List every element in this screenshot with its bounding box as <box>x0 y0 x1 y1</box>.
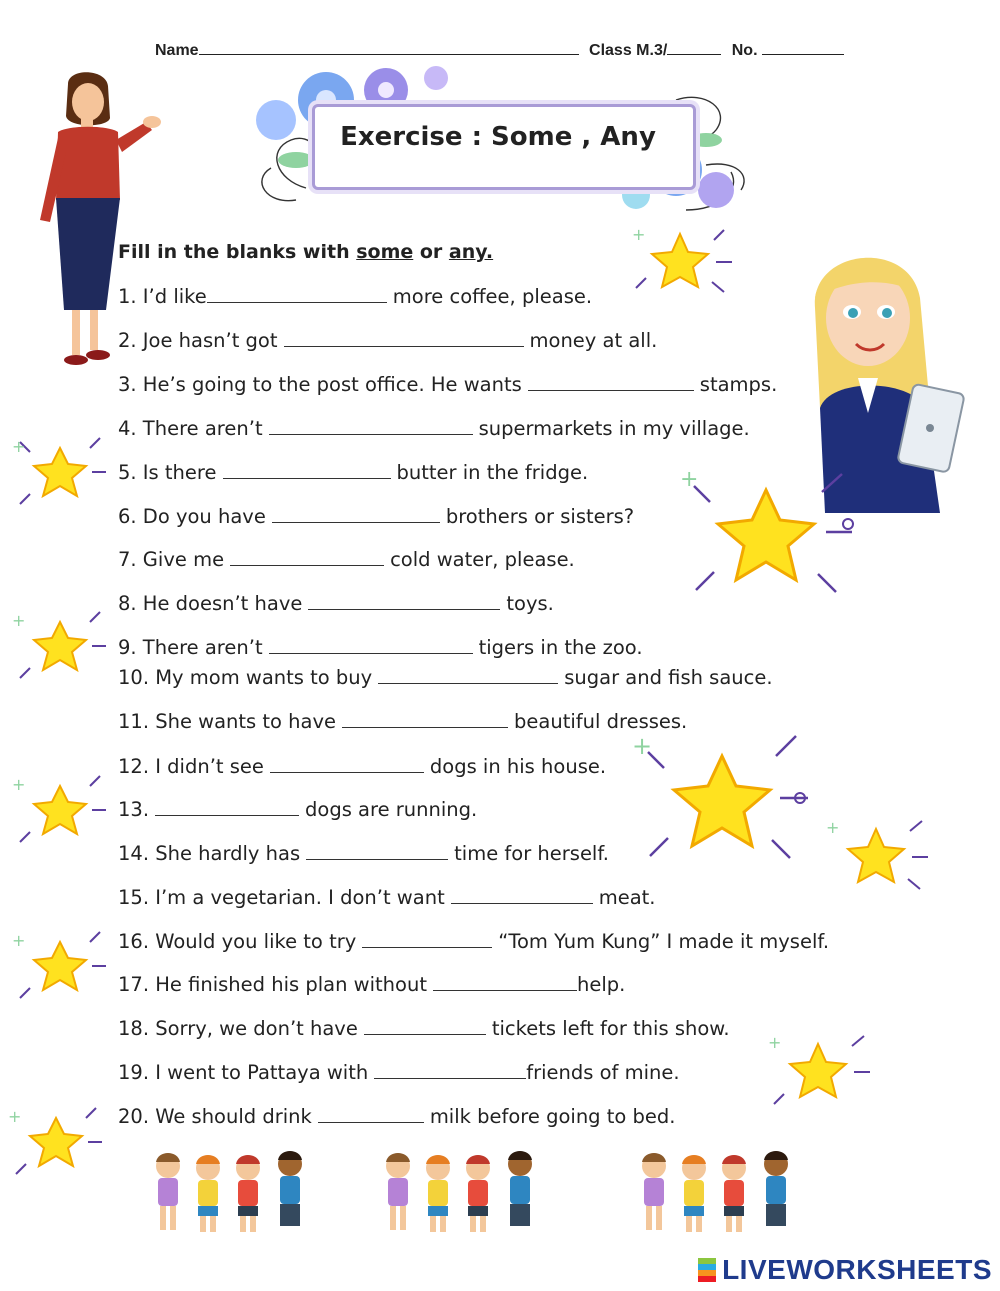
page-title: Exercise : Some , Any <box>340 122 656 152</box>
answer-blank-18[interactable] <box>364 1020 486 1035</box>
answer-blank-5[interactable] <box>223 464 391 479</box>
name-label: Name <box>155 42 199 59</box>
answer-blank-10[interactable] <box>378 669 558 684</box>
question-19: 19. I went to Pattaya with friends of mine. <box>118 1061 680 1084</box>
answer-blank-9[interactable] <box>269 639 473 654</box>
question-10: 10. My mom wants to buy sugar and fish sauce. <box>118 666 773 689</box>
number-blank[interactable] <box>762 42 844 55</box>
question-17: 17. He finished his plan without help. <box>118 973 626 996</box>
star-decoration-6 <box>10 770 110 850</box>
question-20: 20. We should drink milk before going to bed. <box>118 1105 676 1128</box>
answer-blank-4[interactable] <box>269 420 473 435</box>
question-7: 7. Give me cold water, please. <box>118 548 575 571</box>
answer-blank-11[interactable] <box>342 713 508 728</box>
star-decoration-10 <box>6 1102 106 1182</box>
svg-text:+: + <box>826 818 840 837</box>
star-decoration-8 <box>10 926 110 1006</box>
question-15: 15. I’m a vegetarian. I don’t want meat. <box>118 886 656 909</box>
star-decoration-9 <box>766 1030 876 1110</box>
answer-blank-15[interactable] <box>451 889 593 904</box>
svg-text:+: + <box>12 775 26 794</box>
class-label: Class M.3/ <box>589 42 668 59</box>
svg-text:+: + <box>12 931 26 950</box>
answer-blank-8[interactable] <box>308 595 500 610</box>
star-decoration-7 <box>822 815 932 895</box>
question-14: 14. She hardly has time for herself. <box>118 842 609 865</box>
star-decoration-5 <box>630 726 820 876</box>
svg-text:+: + <box>8 1107 22 1126</box>
logo-text: LIVEWORKSHEETS <box>722 1254 992 1285</box>
svg-text:+: + <box>632 225 646 244</box>
name-blank[interactable] <box>199 42 579 55</box>
svg-text:+: + <box>12 437 26 456</box>
answer-blank-12[interactable] <box>270 758 424 773</box>
question-3: 3. He’s going to the post office. He wants stamps. <box>118 373 778 396</box>
instruction-text: Fill in the blanks with some or any. <box>118 241 494 263</box>
question-2: 2. Joe hasn’t got money at all. <box>118 329 658 352</box>
answer-blank-6[interactable] <box>272 508 440 523</box>
answer-blank-19[interactable] <box>374 1064 526 1079</box>
children-group-2 <box>378 1148 548 1240</box>
answer-blank-17[interactable] <box>433 976 577 991</box>
question-13: 13. dogs are running. <box>118 798 478 821</box>
children-group-3 <box>634 1148 804 1240</box>
question-1: 1. I’d like more coffee, please. <box>118 285 593 308</box>
question-8: 8. He doesn’t have toys. <box>118 592 554 615</box>
svg-text:+: + <box>632 732 653 760</box>
svg-text:+: + <box>12 611 26 630</box>
question-18: 18. Sorry, we don’t have tickets left for this show. <box>118 1017 730 1040</box>
answer-blank-16[interactable] <box>362 933 492 948</box>
answer-blank-20[interactable] <box>318 1108 424 1123</box>
answer-blank-7[interactable] <box>230 551 384 566</box>
question-4: 4. There aren’t supermarkets in my village. <box>118 417 750 440</box>
star-decoration-2 <box>10 432 110 512</box>
liveworksheets-logo[interactable] <box>698 1254 992 1286</box>
answer-blank-1[interactable] <box>207 288 387 303</box>
star-decoration-3 <box>680 462 860 612</box>
question-16: 16. Would you like to try “Tom Yum Kung” I made it myself. <box>118 930 830 953</box>
svg-text:+: + <box>680 467 699 492</box>
answer-blank-3[interactable] <box>528 376 694 391</box>
star-decoration-1 <box>628 222 738 302</box>
children-group-1 <box>148 1148 318 1240</box>
keyword-some: some <box>356 241 414 263</box>
answer-blank-14[interactable] <box>306 845 448 860</box>
keyword-any: any. <box>448 241 494 263</box>
answer-blank-13[interactable] <box>155 801 299 816</box>
svg-text:+: + <box>768 1033 782 1052</box>
question-9: 9. There aren’t tigers in the zoo. <box>118 636 643 659</box>
class-blank[interactable] <box>667 42 721 55</box>
question-12: 12. I didn’t see dogs in his house. <box>118 755 607 778</box>
star-decoration-4 <box>10 606 110 686</box>
question-5: 5. Is there butter in the fridge. <box>118 461 589 484</box>
question-11: 11. She wants to have beautiful dresses. <box>118 710 688 733</box>
header-line <box>155 42 875 60</box>
answer-blank-2[interactable] <box>284 332 524 347</box>
live-mark-icon <box>698 1258 716 1282</box>
question-6: 6. Do you have brothers or sisters? <box>118 505 635 528</box>
number-label: No. <box>731 42 758 59</box>
